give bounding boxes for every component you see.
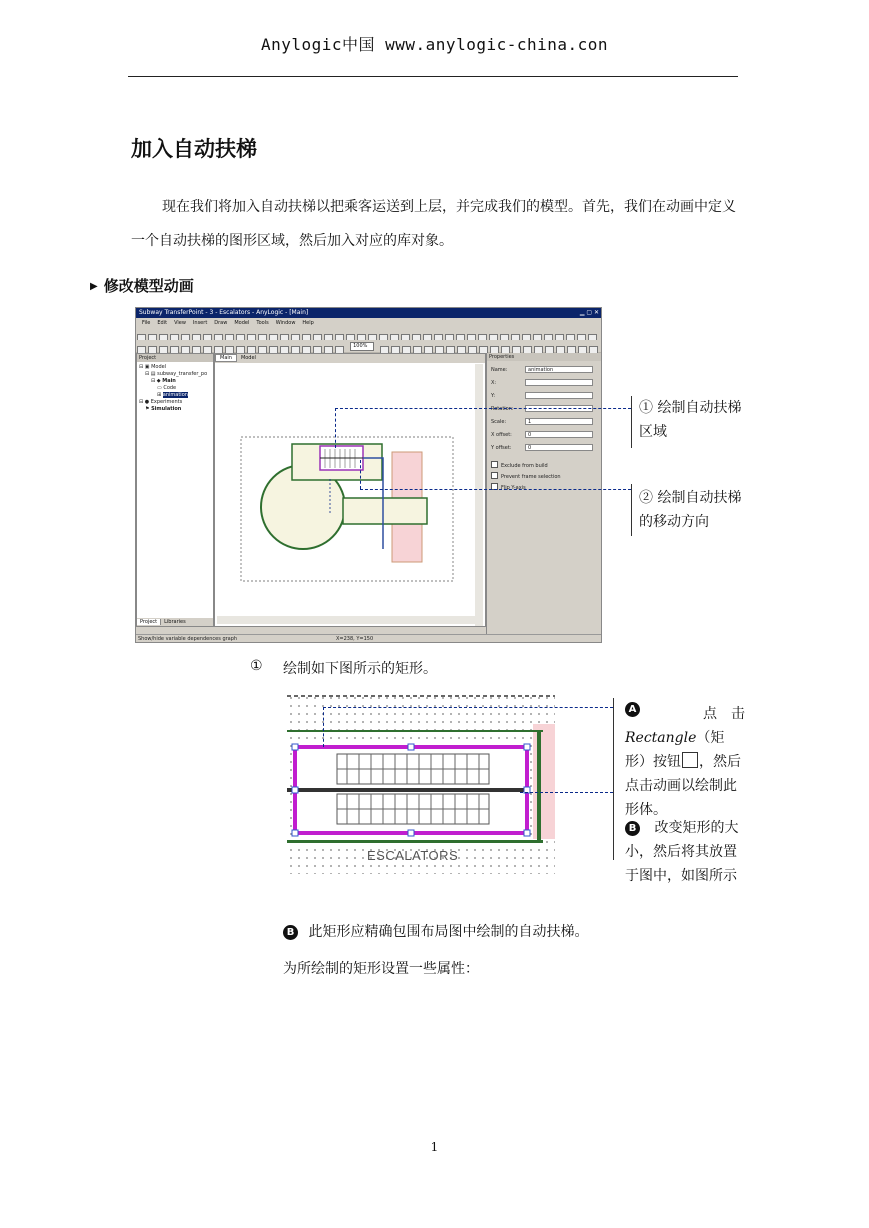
callout-a-leader-v xyxy=(323,707,324,747)
menu-bar[interactable] xyxy=(136,318,601,328)
escalators-label: ESCALATORS xyxy=(367,848,459,863)
editor-tabs[interactable] xyxy=(215,354,485,363)
prop-label: Scale: xyxy=(491,419,507,425)
callout-2-leader xyxy=(360,489,631,490)
menu-file[interactable]: File xyxy=(142,320,151,326)
properties-title: Properties xyxy=(487,353,602,361)
note-b-line: B 此矩形应精确包围布局图中绘制的自动扶梯。 xyxy=(283,921,588,941)
project-panel-title: Project xyxy=(137,354,213,362)
tab-main[interactable]: Main xyxy=(215,354,237,362)
anylogic-screenshot xyxy=(135,307,602,643)
triangle-bullet-icon: ▶ xyxy=(90,281,98,292)
page-number: 1 xyxy=(430,1140,439,1154)
floor-plan-drawing xyxy=(215,364,475,626)
prop-checkbox[interactable]: Prevent frame selection xyxy=(491,472,561,480)
callout-a-text: A 点 击 Rectangle（矩形）按钮 ，然后点击动画以绘制此形体。 xyxy=(625,704,745,818)
subheading xyxy=(90,275,194,296)
prop-field[interactable] xyxy=(525,392,593,399)
tree-model[interactable]: ⊟ ▣ Model xyxy=(139,364,167,370)
prop-checkbox[interactable]: Flip Y-axis xyxy=(491,483,526,491)
tree-subway[interactable]: ⊟ ▤ subway_transfer_po xyxy=(145,371,208,377)
tree-simulation[interactable]: ⚑ Simulation xyxy=(145,406,182,412)
tab-model[interactable]: Model xyxy=(240,355,256,361)
callout-ab-bar xyxy=(613,698,614,860)
marker-b: B xyxy=(625,821,640,836)
editor-vscroll[interactable] xyxy=(475,364,483,626)
tree-animation[interactable]: ⊞ animation xyxy=(157,392,188,398)
tree-experiments[interactable]: ⊟ ● Experiments xyxy=(139,399,183,405)
project-bottom-tabs[interactable]: Project Libraries xyxy=(137,618,213,626)
subheading-text: 修改模型动画 xyxy=(103,277,194,295)
prop-checkbox[interactable]: Exclude from build xyxy=(491,461,548,469)
status-coords: X=238, Y=150 xyxy=(336,636,374,642)
intro-text: 现在我们将加入自动扶梯以把乘客运送到上层，并完成我们的模型。首先，我们在动画中定义一个自动扶梯的图形区域，然后加入对应的库对象。 xyxy=(131,199,736,249)
menu-view[interactable]: View xyxy=(174,320,186,326)
callout-a-leader xyxy=(323,707,613,708)
menu-model[interactable]: Model xyxy=(234,320,250,326)
prop-field[interactable]: animation xyxy=(525,366,593,373)
callout-1-leader xyxy=(335,408,631,409)
prop-label: Name: xyxy=(491,367,508,373)
callout-2-bar xyxy=(631,484,632,536)
step-1-text: 绘制如下图所示的矩形。 xyxy=(283,661,437,677)
callout-2-leader-v xyxy=(360,460,361,489)
tree-code[interactable]: ▭ Code xyxy=(157,385,177,391)
status-bar xyxy=(136,634,601,643)
properties-intro: 为所绘制的矩形设置一些属性： xyxy=(283,961,479,977)
graphical-editor[interactable] xyxy=(214,353,486,627)
menu-draw[interactable]: Draw xyxy=(214,320,228,326)
prop-label: Rotation: xyxy=(491,406,514,412)
prop-field[interactable]: 0 xyxy=(525,431,593,438)
prop-field[interactable] xyxy=(525,379,593,386)
menu-window[interactable]: Window xyxy=(275,320,296,326)
callout-1-bar xyxy=(631,396,632,448)
callout-1-text: ① 绘制自动扶梯区域 xyxy=(639,400,742,440)
callout-2-text: ② 绘制自动扶梯的移动方向 xyxy=(639,490,742,530)
status-text: Show/hide variable dependences graph xyxy=(138,636,238,642)
step-1-number: ① xyxy=(250,658,263,674)
menu-edit[interactable]: Edit xyxy=(157,320,168,326)
escalator-detail-image xyxy=(287,694,555,874)
marker-a: A xyxy=(625,702,640,717)
prop-label: Y offset: xyxy=(491,445,512,451)
menu-help[interactable]: Help xyxy=(302,320,314,326)
prop-field[interactable]: 1 xyxy=(525,418,593,425)
escalator-drawing xyxy=(287,694,555,874)
prop-label: X offset: xyxy=(491,432,512,438)
zoom-select[interactable]: 100% xyxy=(350,342,374,351)
page-header: Anylogic中国 www.anylogic-china.con xyxy=(260,35,609,54)
toolbar-row-2[interactable] xyxy=(136,340,601,353)
tree-main[interactable]: ⊟ ◆ Main xyxy=(151,378,176,384)
window-controls-icon[interactable]: ▁ ▢ ✕ xyxy=(579,309,599,316)
header-rule xyxy=(128,76,738,77)
callout-b-text: B 改变矩形的大小，然后将其放置于图中，如图所示 xyxy=(625,820,739,884)
project-panel xyxy=(136,353,214,627)
marker-b-2: B xyxy=(283,925,298,940)
prop-field[interactable]: 0 xyxy=(525,444,593,451)
callout-1-leader-v xyxy=(335,408,336,448)
intro-paragraph xyxy=(131,190,741,258)
prop-label: Y: xyxy=(491,393,496,399)
callout-b-leader xyxy=(520,792,613,793)
section-title: 加入自动扶梯 xyxy=(131,137,257,161)
menu-tools[interactable]: Tools xyxy=(256,320,269,326)
menu-insert[interactable]: Insert xyxy=(192,320,208,326)
rectangle-button-icon xyxy=(682,752,698,768)
properties-panel xyxy=(486,353,602,634)
prop-label: X: xyxy=(491,380,497,386)
editor-hscroll[interactable] xyxy=(217,616,475,624)
window-titlebar: Subway TransferPoint - 3 - Escalators - AnyLogic - [Main] xyxy=(136,308,601,318)
